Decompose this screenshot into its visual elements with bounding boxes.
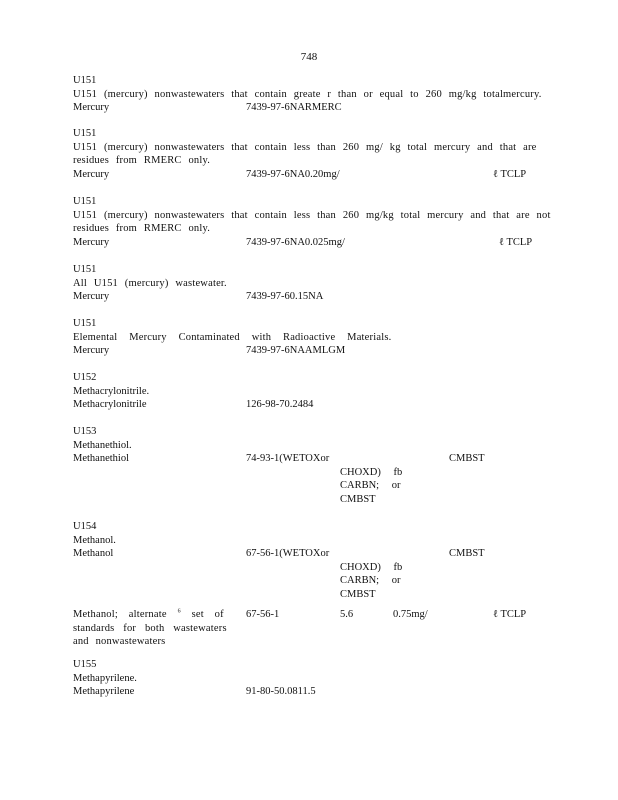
waste-description: U151 (mercury) nonwastewaters that contain less than 260 mg/kg total mercury and that are not — [73, 209, 551, 221]
waste-description: U151 (mercury) nonwastewaters that contain less than 260 mg/ kg total mercury and that are — [73, 141, 537, 153]
waste-description: U151 (mercury) nonwastewaters that contain greate r than or equal to 260 mg/kg totalmercury. — [73, 88, 542, 100]
waste-description: Methapyrilene. — [73, 672, 137, 684]
tclp-label: ℓ TCLP — [499, 236, 533, 248]
constituent-name: Mercury — [73, 102, 110, 113]
cas-and-technology: 67-56-1(WETOXor — [246, 548, 330, 559]
alt-cas-number: 67-56-1 — [246, 609, 280, 620]
cas-and-standard: 7439-97-6NA0.20mg/ — [246, 168, 340, 180]
waste-description-cont: residues from RMERC only. — [73, 155, 211, 166]
cas-and-standard: 7439-97-6NAAMLGM — [246, 345, 346, 356]
waste-description-cont: residues from RMERC only. — [73, 223, 211, 234]
constituent-name: Mercury — [73, 236, 110, 248]
technology-line: CHOXD) fb — [340, 561, 403, 573]
cas-and-standard: 7439-97-60.15NA — [246, 291, 324, 302]
tclp-label: ℓ TCLP — [493, 168, 527, 180]
waste-entry — [73, 263, 553, 304]
waste-description: Methacrylonitrile. — [73, 385, 150, 397]
waste-entry — [73, 520, 553, 649]
waste-entry — [73, 74, 553, 115]
technology-code: CMBST — [449, 548, 485, 559]
waste-description: All U151 (mercury) wastewater. — [73, 277, 227, 289]
constituent-name: Methanol — [73, 548, 114, 559]
alternate-standard-label-cont: standards for both wastewaters — [73, 622, 227, 634]
constituent-name: Mercury — [73, 345, 110, 356]
waste-code: U151 — [73, 264, 97, 275]
waste-entry — [73, 658, 553, 699]
waste-code: U151 — [73, 75, 97, 86]
waste-code: U151 — [73, 196, 97, 207]
cas-and-technology: 74-93-1(WETOXor — [246, 453, 330, 464]
alternate-standard-label-cont: and nonwastewaters — [73, 636, 166, 647]
technology-code: CMBST — [449, 453, 485, 464]
page-number: 748 — [300, 51, 318, 63]
waste-description: Methanethiol. — [73, 439, 132, 451]
technology-line: CMBST — [340, 493, 376, 505]
waste-entry — [73, 317, 553, 358]
waste-code: U154 — [73, 521, 97, 532]
footnote-marker: 6 — [177, 608, 181, 615]
waste-description: Methanol. — [73, 534, 116, 546]
tclp-label: ℓ TCLP — [493, 609, 527, 620]
alt-nonwastewater-standard: 0.75mg/ — [393, 609, 428, 620]
constituent-name: Methapyrilene — [73, 686, 135, 697]
alternate-standard-label: Methanol; alternate $^6$ set of — [73, 608, 224, 620]
alt-wastewater-standard: 5.6 — [340, 609, 354, 620]
waste-code: U155 — [73, 659, 97, 670]
waste-entry — [73, 371, 553, 412]
technology-line: CARBN; or — [340, 480, 401, 491]
technology-line: CMBST — [340, 588, 376, 600]
waste-code: U151 — [73, 128, 97, 139]
cas-and-standard: 7439-97-6NA0.025mg/ — [246, 236, 345, 248]
constituent-name: Methanethiol — [73, 453, 129, 464]
cas-and-standard: 91-80-50.0811.5 — [246, 686, 316, 697]
constituent-name: Mercury — [73, 168, 110, 180]
technology-line: CHOXD) fb — [340, 466, 403, 478]
cas-and-standard: 126-98-70.2484 — [246, 399, 314, 410]
waste-entry — [73, 425, 553, 506]
constituent-name: Mercury — [73, 291, 110, 302]
waste-description: Elemental Mercury Contaminated with Radioactive Materials. — [73, 331, 392, 343]
waste-code: U152 — [73, 372, 97, 383]
technology-line: CARBN; or — [340, 575, 401, 586]
constituent-name: Methacrylonitrile — [73, 399, 147, 410]
waste-code: U151 — [73, 318, 97, 329]
waste-entry — [73, 195, 553, 249]
cas-and-standard: 7439-97-6NARMERC — [246, 102, 342, 113]
waste-code: U153 — [73, 426, 97, 437]
waste-entry — [73, 127, 553, 181]
